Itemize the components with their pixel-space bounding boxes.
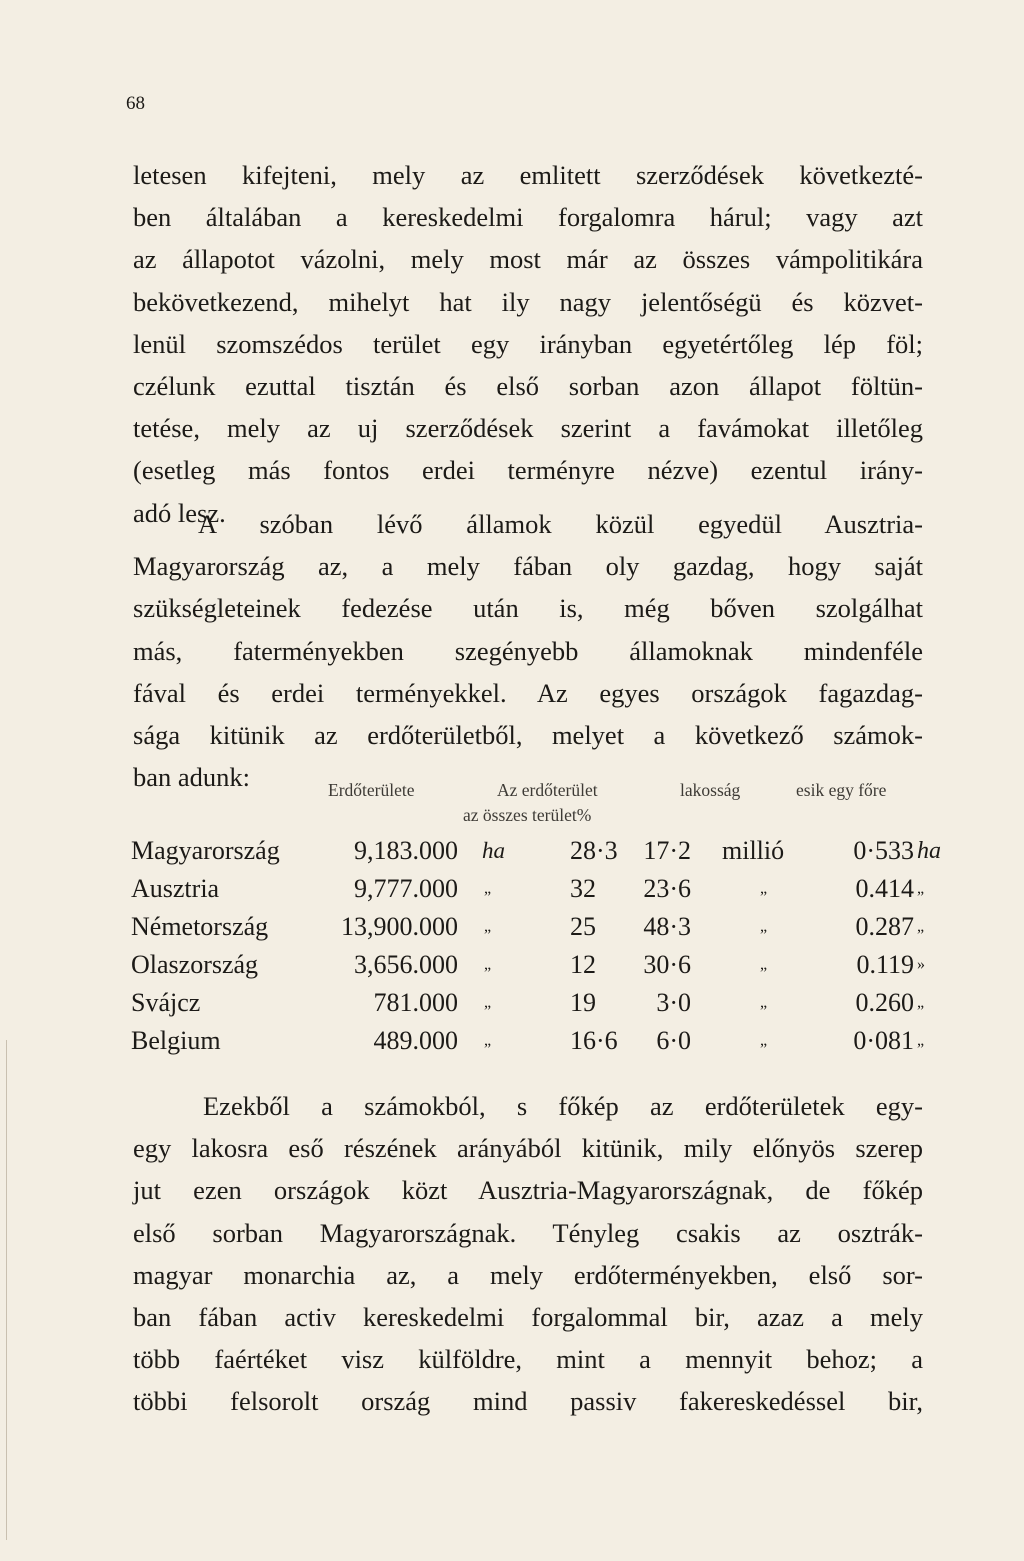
cell-area: 13,900.000 bbox=[341, 912, 458, 941]
text-line: bekövetkezend, mihelyt hat ily nagy jelentőségü és közvet- bbox=[133, 286, 923, 317]
text-line: czélunk ezuttal tisztán és első sorban azon állapot föltün- bbox=[133, 370, 923, 401]
header-population: lakosság bbox=[680, 780, 741, 800]
table-row bbox=[0, 1022, 1024, 1060]
text-line: jut ezen országok közt Ausztria-Magyarországnak, de főkép bbox=[133, 1175, 923, 1206]
text-line: magyar monarchia az, a mely erdőterményekben, első sor- bbox=[133, 1259, 923, 1290]
text-line: Ezekből a számokból, s főkép az erdőterületek egy- bbox=[203, 1091, 923, 1121]
cell-per-unit: „ bbox=[917, 918, 925, 935]
cell-unit: „ bbox=[484, 880, 492, 897]
paragraph-2 bbox=[133, 503, 923, 798]
text-line: (esetleg más fontos erdei terményre nézve) ezentul irány- bbox=[133, 455, 923, 486]
cell-area: 9,183.000 bbox=[354, 836, 458, 865]
cell-unit: „ bbox=[484, 994, 492, 1011]
cell-pop-unit: „ bbox=[760, 880, 768, 897]
cell-per-capita: 0.260 bbox=[855, 988, 914, 1017]
cell-country: Svájcz bbox=[131, 988, 201, 1017]
cell-population: 30·6 bbox=[643, 950, 691, 979]
text-line: többi felsorolt ország mind passiv fakereskedéssel bir, bbox=[133, 1386, 923, 1417]
scan-margin-line bbox=[6, 1040, 7, 1540]
cell-percent: 19 bbox=[570, 988, 596, 1017]
cell-pop-unit: „ bbox=[760, 918, 768, 935]
cell-pop-unit: „ bbox=[760, 1032, 768, 1049]
cell-population: 17·2 bbox=[643, 836, 691, 865]
cell-percent: 12 bbox=[570, 950, 596, 979]
text-line: más, faterményekben szegényebb államoknak mindenféle bbox=[133, 635, 923, 666]
paragraph-3 bbox=[133, 1085, 923, 1423]
table-row bbox=[0, 870, 1024, 908]
text-line: ben általában a kereskedelmi forgalomra hárul; vagy azt bbox=[133, 202, 923, 233]
page-number: 68 bbox=[126, 93, 145, 114]
cell-country: Németország bbox=[131, 912, 269, 941]
text-line: lenül szomszédos terület egy irányban egyetértőleg lép föl; bbox=[133, 328, 923, 359]
cell-population: 3·0 bbox=[656, 988, 691, 1017]
cell-per-unit: „ bbox=[917, 880, 925, 897]
cell-country: Ausztria bbox=[131, 874, 220, 903]
cell-unit: „ bbox=[484, 918, 492, 935]
header-per-capita: esik egy főre bbox=[796, 780, 887, 800]
text-line: sága kitünik az erdőterületből, melyet a következő számok- bbox=[133, 719, 923, 750]
table-row bbox=[0, 832, 1024, 870]
text-line: az állapotot vázolni, mely most már az összes vámpolitikára bbox=[133, 244, 923, 275]
text-line: letesen kifejteni, mely az emlitett szerződések következté- bbox=[133, 160, 923, 190]
cell-population: 48·3 bbox=[643, 912, 691, 941]
cell-per-unit: » bbox=[917, 956, 925, 973]
table-row bbox=[0, 946, 1024, 984]
text-line: ban fában activ kereskedelmi forgalommal bir, azaz a mely bbox=[133, 1301, 923, 1332]
cell-per-capita: 0·081 bbox=[853, 1026, 914, 1055]
header-area: Erdőterülete bbox=[328, 780, 415, 800]
cell-area: 9,777.000 bbox=[354, 874, 458, 903]
cell-per-capita: 0.414 bbox=[855, 874, 914, 903]
text-line: Magyarország az, a mely fában oly gazdag, hogy saját bbox=[133, 551, 923, 582]
cell-percent: 28·3 bbox=[570, 836, 618, 865]
text-line: szükségleteinek fedezése után is, még bőven szolgálhat bbox=[133, 593, 923, 624]
cell-percent: 25 bbox=[570, 912, 596, 941]
table-row bbox=[0, 984, 1024, 1022]
cell-per-capita: 0.287 bbox=[855, 912, 914, 941]
text-line: első sorban Magyarországnak. Tényleg csakis az osztrák- bbox=[133, 1217, 923, 1248]
table-row bbox=[0, 908, 1024, 946]
text-line: egy lakosra eső részének arányából kitünik, mily előnyös szerep bbox=[133, 1133, 923, 1164]
cell-country: Olaszország bbox=[131, 950, 259, 979]
cell-per-unit: „ bbox=[917, 994, 925, 1011]
text-line: A szóban lévő államok közül egyedül Ausztria- bbox=[198, 509, 923, 539]
cell-pop-unit: „ bbox=[760, 956, 768, 973]
cell-percent: 16·6 bbox=[570, 1026, 618, 1055]
cell-per-capita: 0.119 bbox=[856, 950, 914, 979]
text-line: ban adunk: bbox=[133, 762, 251, 793]
cell-pop-unit: millió bbox=[722, 836, 785, 865]
cell-area: 489.000 bbox=[373, 1026, 458, 1055]
cell-per-capita: 0·533 bbox=[853, 836, 914, 865]
cell-pop-unit: „ bbox=[760, 994, 768, 1011]
cell-per-unit: ha bbox=[917, 838, 941, 864]
cell-country: Magyarország bbox=[131, 836, 280, 865]
paragraph-1 bbox=[133, 154, 923, 534]
header-share-line2: az összes terület% bbox=[463, 805, 592, 825]
text-line: több faértéket visz külföldre, mint a mennyit behoz; a bbox=[133, 1344, 923, 1375]
cell-unit: „ bbox=[484, 1032, 492, 1049]
header-share-line1: Az erdőterület bbox=[497, 780, 598, 800]
text-line: adó lesz. bbox=[133, 497, 226, 528]
cell-unit: „ bbox=[484, 956, 492, 973]
cell-area: 781.000 bbox=[373, 988, 458, 1017]
cell-area: 3,656.000 bbox=[354, 950, 458, 979]
cell-country: Belgium bbox=[131, 1026, 221, 1055]
cell-per-unit: „ bbox=[917, 1032, 925, 1049]
cell-percent: 32 bbox=[570, 874, 596, 903]
cell-population: 6·0 bbox=[656, 1026, 691, 1055]
text-line: tetése, mely az uj szerződések szerint a favámokat illetőleg bbox=[133, 413, 923, 444]
text-line: fával és erdei terményekkel. Az egyes országok fagazdag- bbox=[133, 677, 923, 708]
cell-population: 23·6 bbox=[643, 874, 691, 903]
cell-unit: ha bbox=[482, 838, 505, 863]
